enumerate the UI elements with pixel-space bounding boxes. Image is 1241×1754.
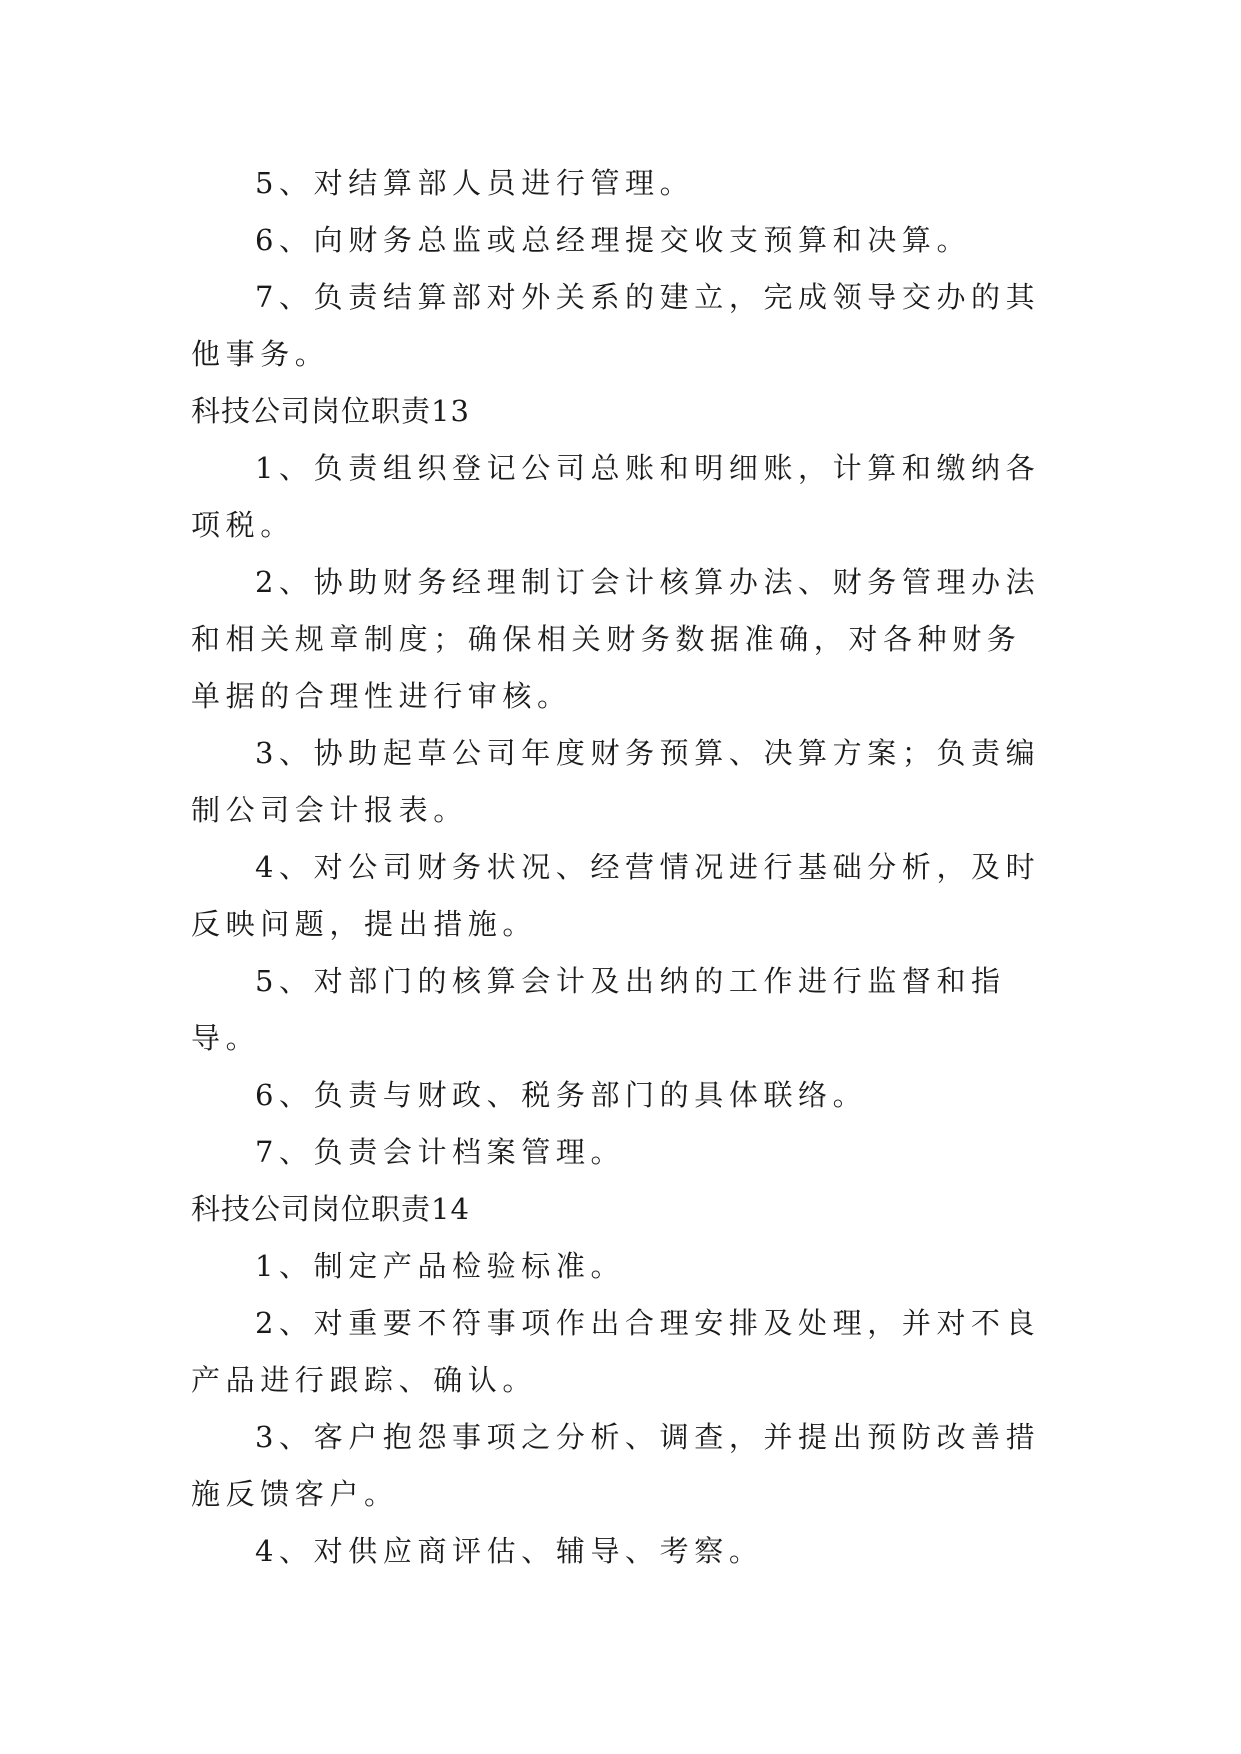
paragraph-item: 4、对公司财务状况、经营情况进行基础分析，及时反映问题，提出措施。 — [191, 850, 1041, 941]
paragraph-item: 5、对部门的核算会计及出纳的工作进行监督和指导。 — [191, 964, 1006, 1055]
document-page — [191, 155, 1055, 1580]
paragraph-item: 3、客户抱怨事项之分析、调查，并提出预防改善措施反馈客户。 — [191, 1420, 1041, 1511]
paragraph-item: 4、对供应商评估、辅导、考察。 — [255, 1534, 764, 1568]
paragraph-item: 6、负责与财政、税务部门的具体联络。 — [255, 1078, 868, 1112]
paragraph-item: 6、向财务总监或总经理提交收支预算和决算。 — [255, 223, 972, 257]
paragraph-item: 3、协助起草公司年度财务预算、决算方案；负责编制公司会计报表。 — [191, 736, 1041, 827]
paragraph-item: 5、对结算部人员进行管理。 — [255, 166, 695, 200]
paragraph-item: 2、协助财务经理制订会计核算办法、财务管理办法和相关规章制度；确保相关财务数据准确，对各种财务单据的合理性进行审核。 — [191, 565, 1041, 713]
section-heading: 科技公司岗位职责14 — [191, 1192, 470, 1226]
section-heading: 科技公司岗位职责13 — [191, 394, 470, 428]
paragraph-item: 7、负责会计档案管理。 — [255, 1135, 626, 1169]
paragraph-item: 2、对重要不符事项作出合理安排及处理，并对不良产品进行跟踪、确认。 — [191, 1306, 1041, 1397]
paragraph-item: 1、制定产品检验标准。 — [255, 1249, 626, 1283]
paragraph-item: 7、负责结算部对外关系的建立，完成领导交办的其他事务。 — [191, 280, 1041, 371]
paragraph-item: 1、负责组织登记公司总账和明细账，计算和缴纳各项税。 — [191, 451, 1041, 542]
